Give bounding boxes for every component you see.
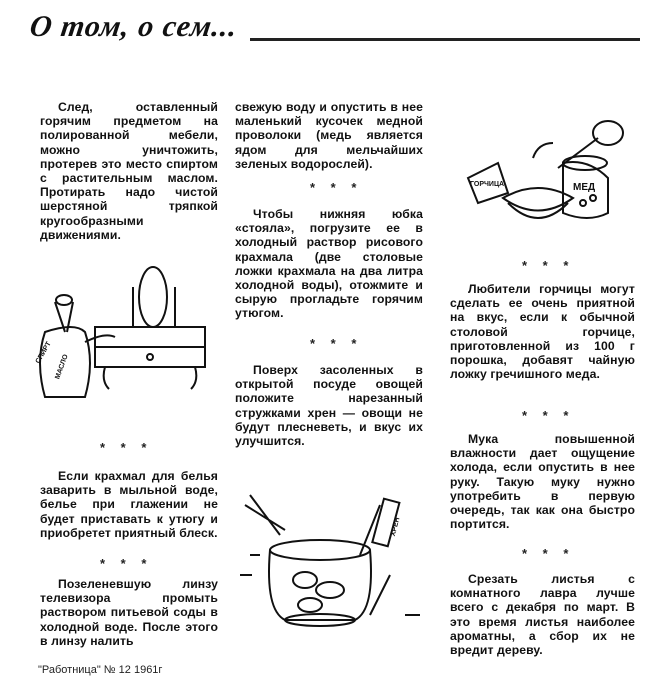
source-citation: "Работница" № 12 1961г bbox=[38, 664, 163, 676]
column-3-mid bbox=[450, 432, 635, 531]
page-title: О том, о сем... bbox=[27, 10, 240, 43]
title-underline bbox=[250, 38, 640, 41]
dresser-label-2: МАСЛО bbox=[54, 353, 70, 381]
tip-tv-lens: Позеленевшую линзу телевизора промыть раствором питьевой соды в холодной воде. После этого в линзу налить bbox=[40, 577, 218, 648]
column-2-mid bbox=[235, 207, 423, 321]
honey-label: МЕД bbox=[573, 182, 596, 193]
separator-stars: * * * bbox=[522, 258, 575, 273]
tip-damp-flour: Мука повышенной влажности дает ощущение холода, если опустить в нее руку. Такую муку нужно употребить в первую очередь, так как она быстро портится. bbox=[450, 432, 635, 532]
separator-stars: * * * bbox=[310, 336, 363, 351]
mustard-label: ГОРЧИЦА bbox=[470, 181, 505, 188]
dresser-illustration bbox=[25, 262, 225, 402]
tip-starch-soap: Если крахмал для белья заварить в мыльной воде, белье при глажении не будет приставать к утюгу и приобретет приятный блеск. bbox=[40, 469, 218, 540]
column-2-lower bbox=[235, 363, 423, 448]
dresser-label-1: СПИРТ bbox=[34, 340, 53, 365]
tip-bay-leaves: Срезать листья с комнатного лавра лучше всего с декабря по март. В это время листья наиболее ароматны, а сбор их не вредит дереву. bbox=[450, 572, 635, 658]
column-2-top bbox=[235, 100, 423, 171]
column-1-bottom bbox=[40, 577, 218, 648]
separator-stars: * * * bbox=[522, 546, 575, 561]
tip-polish-mark: След, оставленный горячим предметом на полированной мебели, можно уничтожить, протерев это место спиртом с растительным маслом. Протирать надо чистой шерстяной тряпкой кругообразными движениями. bbox=[40, 100, 218, 242]
mustard-honey-illustration bbox=[448, 108, 638, 238]
tip-tv-lens-continued: свежую воду и опустить в нее маленький кусочек медной проволоки (медь является ядом для мельчайших зеленых водорослей). bbox=[235, 100, 423, 171]
pickle-jar-illustration bbox=[230, 465, 430, 655]
column-1-top bbox=[40, 100, 218, 242]
column-3-bottom bbox=[450, 572, 635, 657]
jar-label: ХРЕН bbox=[389, 516, 402, 537]
tip-mustard-honey: Любители горчицы могут сделать ее очень приятной на вкус, если к обычной столовой горчице, приготовленной из 100 г порошка, добавят чайную ложку гречишного меда. bbox=[450, 282, 635, 382]
separator-stars: * * * bbox=[522, 408, 575, 423]
separator-stars: * * * bbox=[100, 556, 153, 571]
column-1-mid bbox=[40, 469, 218, 540]
tip-horseradish: Поверх засоленных в открытой посуде овощей положите нарезанный стружками хрен — овощи не будут плесневеть, и вкус их улучшится. bbox=[235, 363, 423, 449]
tip-petticoat: Чтобы нижняя юбка «стояла», погрузите ее в холодный раствор рисового крахмала (две столовые ложки крахмала на два литра холодной воды), отожмите и сырую прогладьте горячим утюгом. bbox=[235, 207, 423, 321]
column-3-top bbox=[450, 282, 635, 381]
separator-stars: * * * bbox=[310, 180, 363, 195]
separator-stars: * * * bbox=[100, 440, 153, 455]
